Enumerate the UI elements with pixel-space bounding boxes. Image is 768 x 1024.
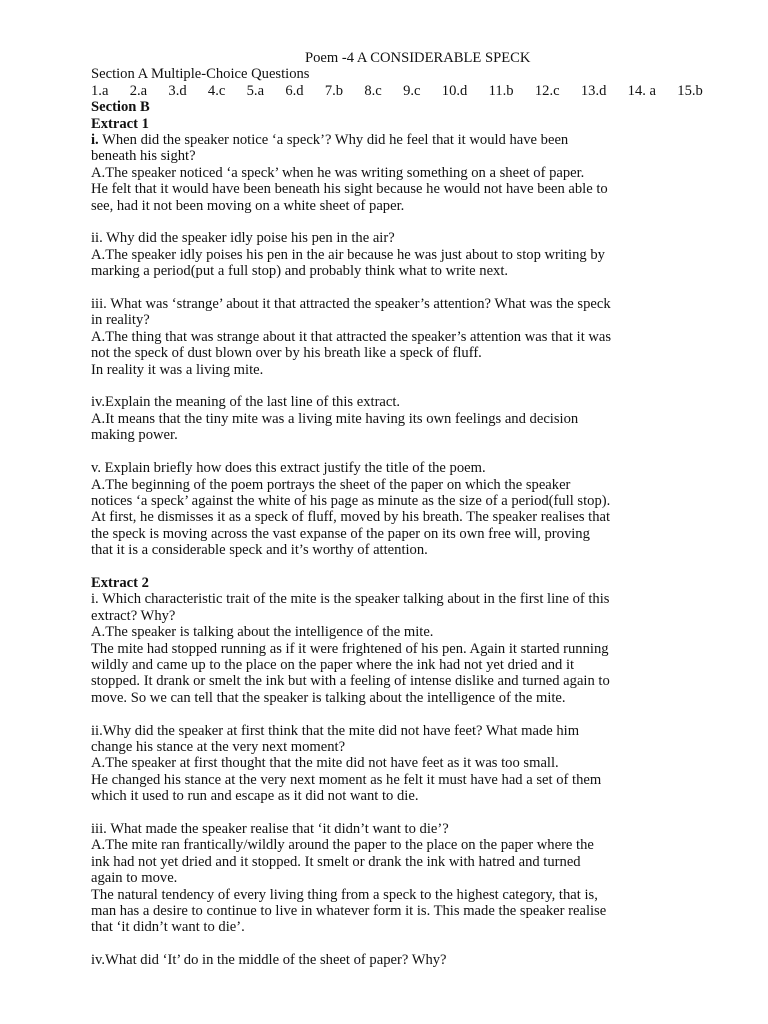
answer-line: The mite had stopped running as if it were frightened of his pen. Again it started running (91, 640, 609, 657)
question-line: ii.Why did the speaker at first think that the mite did not have feet? What made him (91, 722, 580, 739)
mcq-answer: 15.b (677, 82, 703, 99)
mcq-answer: 4.c (207, 82, 226, 99)
answer-line: move. So we can tell that the speaker is talking about the intelligence of the mite. (91, 689, 566, 706)
answer-line: The natural tendency of every living thing from a speck to the highest category, that is, (91, 886, 598, 903)
answer-line: He felt that it would have been beneath his sight because he would not have been able to (91, 181, 608, 198)
question-line: change his stance at the very next moment? (91, 738, 346, 755)
mcq-answer: 3.d (168, 82, 187, 99)
answer-line: man has a desire to continue to live in whatever form it is. This made the speaker realise (91, 903, 607, 920)
mcq-answer: 8.c (364, 82, 382, 99)
document-page (91, 50, 731, 969)
answer-line: A.The speaker is talking about the intelligence of the mite. (91, 624, 434, 641)
answer-line: He changed his stance at the very next moment as he felt it must have had a set of them (91, 771, 602, 788)
answer-line: stopped. It drank or smelt the ink but with a feeling of intense dislike and turned again to (91, 673, 610, 690)
answer-line: the speck is moving across the vast expanse of the paper on its own free will, proving (91, 525, 590, 542)
question-text: When did the speaker notice ‘a speck’? Why did he feel that it would have been (98, 132, 569, 149)
answer-line: A.The beginning of the poem portrays the sheet of the paper on which the speaker (91, 476, 571, 493)
question-line: iv.Explain the meaning of the last line of this extract. (91, 394, 401, 411)
mcq-answer: 2.a (129, 82, 148, 99)
page-title: Poem -4 A CONSIDERABLE SPECK (305, 50, 531, 66)
mcq-answer: 5.a (246, 82, 265, 99)
answer-line: A.The mite ran frantically/wildly around the paper to the place on the paper where the (91, 837, 594, 854)
question-line: iii. What made the speaker realise that ‘it didn’t want to die’? (91, 820, 449, 837)
mcq-answer: 7.b (324, 82, 344, 99)
mcq-answer: 11.b (488, 82, 514, 99)
answer-line: A.The speaker idly poises his pen in the air because he was just about to stop writing by (91, 246, 605, 263)
question-line: beneath his sight? (91, 148, 196, 165)
mcq-answer: 13.d (580, 82, 607, 99)
answer-line: notices ‘a speck’ against the white of his page as minute as the size of a period(full stop). (91, 492, 611, 509)
answer-line: not the speck of dust blown over by his breath like a speck of fluff. (91, 345, 482, 362)
answer-line: again to move. (91, 870, 178, 887)
answer-line: A.The speaker at first thought that the mite did not have feet as it was too small. (91, 755, 559, 772)
question-line: ii. Why did the speaker idly poise his pen in the air? (91, 230, 395, 247)
mcq-answer-row (91, 83, 703, 99)
question-line: v. Explain briefly how does this extract justify the title of the poem. (91, 460, 486, 477)
question-line: in reality? (91, 312, 150, 329)
section-a-heading: Section A Multiple-Choice Questions (91, 66, 310, 83)
mcq-answer: 9.c (403, 82, 421, 99)
answer-line: that ‘it didn’t want to die’. (91, 919, 245, 936)
answer-line: A.It means that the tiny mite was a living mite having its own feelings and decision (91, 410, 579, 427)
answer-line: wildly and came up to the place on the paper where the ink had not yet dried and it (91, 656, 575, 673)
answer-line: A.The thing that was strange about it that attracted the speaker’s attention was that it was (91, 328, 612, 345)
question-line: iii. What was ‘strange’ about it that attracted the speaker’s attention? What was the speck (91, 296, 611, 313)
mcq-answer: 1.a (91, 82, 109, 99)
answer-line: see, had it not been moving on a white sheet of paper. (91, 197, 405, 214)
answer-line: making power. (91, 427, 178, 444)
answer-line: which it used to run and escape as it did not want to die. (91, 788, 419, 805)
section-b-heading: Section B (91, 99, 150, 116)
mcq-answer: 6.d (285, 82, 304, 99)
answer-line: At first, he dismisses it as a speck of fluff, moved by his breath. The speaker realises that (91, 509, 611, 526)
question-line: iv.What did ‘It’ do in the middle of the sheet of paper? Why? (91, 952, 447, 969)
question-number: i. (91, 132, 99, 149)
extract-2-heading: Extract 2 (91, 574, 149, 591)
question-line (91, 132, 731, 148)
mcq-answer: 14. a (627, 82, 657, 99)
question-line: extract? Why? (91, 607, 176, 624)
mcq-answer: 12.c (534, 82, 560, 99)
answer-line: that it is a considerable speck and it’s worthy of attention. (91, 542, 428, 559)
question-line: i. Which characteristic trait of the mite is the speaker talking about in the first line of this (91, 591, 610, 608)
answer-line: In reality it was a living mite. (91, 361, 264, 378)
answer-line: A.The speaker noticed ‘a speck’ when he was writing something on a sheet of paper. (91, 164, 585, 181)
mcq-answer: 10.d (441, 82, 468, 99)
extract-1-heading: Extract 1 (91, 115, 149, 132)
answer-line: ink had not yet dried and it stopped. It smelt or drank the ink with hatred and turned (91, 853, 581, 870)
answer-line: marking a period(put a full stop) and probably think what to write next. (91, 263, 509, 280)
